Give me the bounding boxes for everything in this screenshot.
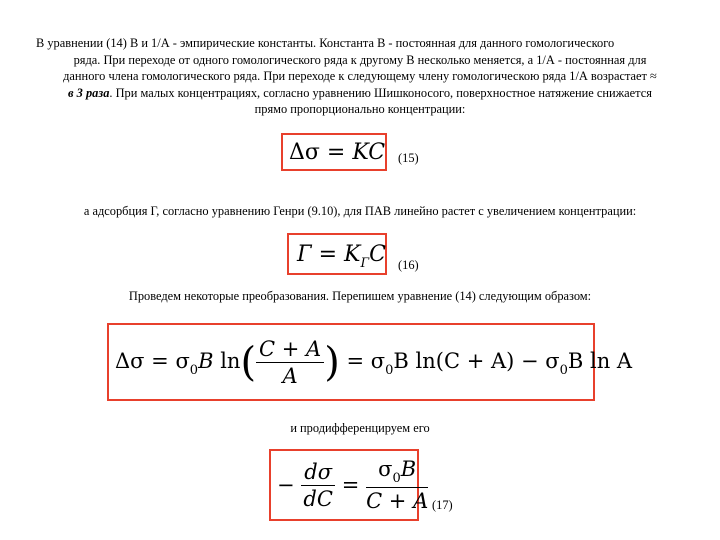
intro-line-1: В уравнении (14) B и 1/А - эмпирические константы. Константа B - постоянная для данного гомологического bbox=[36, 36, 615, 50]
equals-sign: = bbox=[341, 473, 360, 497]
fraction-denominator: A bbox=[282, 364, 298, 388]
equation-17-box bbox=[269, 449, 429, 521]
fraction-numerator: C + A bbox=[256, 337, 324, 363]
mid-subscript: 0 bbox=[385, 363, 394, 378]
intro-line-3: данного члена гомологического ряда. При переходе к следующему члену гомологическою ряда 1/А возрастает ≈ bbox=[63, 69, 657, 84]
right-fraction bbox=[366, 457, 428, 513]
intro-line-5: прямо пропорционально концентрации: bbox=[254, 102, 466, 117]
equation-17 bbox=[277, 457, 428, 513]
intro-line-4 bbox=[14, 85, 706, 102]
c-term: C bbox=[369, 242, 386, 267]
emphasis-three-times: в 3 раза bbox=[68, 85, 110, 100]
equation-16-number: (16) bbox=[398, 258, 419, 272]
intro-paragraph bbox=[14, 35, 706, 118]
derivative-fraction bbox=[301, 460, 335, 511]
left-paren: ( bbox=[240, 339, 257, 386]
adsorption-paragraph: а адсорбция Г, согласно уравнению Генри (9.10), для ПАВ линейно растет с увеличением концентрации: bbox=[83, 204, 637, 218]
equation-15 bbox=[289, 140, 385, 165]
derivative-numerator: dσ bbox=[301, 460, 335, 486]
mid-term: = σ bbox=[346, 349, 386, 373]
equation-15-box bbox=[281, 133, 387, 171]
sigma-term: σ bbox=[378, 457, 393, 481]
mid-rest: B ln(C + A) − σ bbox=[393, 349, 560, 373]
gamma-symbol: Г bbox=[297, 242, 312, 267]
sigma-subscript: 0 bbox=[189, 363, 199, 378]
kc-term: KC bbox=[352, 140, 386, 165]
fraction bbox=[256, 337, 324, 388]
lhs-term: Δσ = σ bbox=[115, 349, 190, 373]
equation-14-rewritten bbox=[115, 337, 632, 388]
right-denominator: C + A bbox=[366, 489, 429, 513]
delta-sigma: Δσ bbox=[289, 140, 320, 165]
k-subscript: Г bbox=[360, 256, 370, 271]
b-term: B bbox=[198, 349, 214, 373]
end-rest: B ln A bbox=[567, 349, 633, 373]
differentiate-paragraph: и продифференцируем его bbox=[290, 421, 430, 435]
sigma-subscript: 0 bbox=[392, 471, 401, 486]
equation-14-rewritten-box bbox=[107, 323, 633, 401]
b-term: B bbox=[400, 457, 417, 481]
derivative-denominator: dC bbox=[303, 486, 333, 511]
right-numerator bbox=[366, 457, 428, 488]
intro-line-4-rest: . При малых концентрациях, согласно уравнению Шишконосого, поверхностное натяжение снижается bbox=[109, 85, 652, 100]
equals-sign: = bbox=[326, 140, 346, 165]
end-subscript: 0 bbox=[559, 363, 568, 378]
equation-15-number: (15) bbox=[398, 151, 419, 165]
k-term: K bbox=[344, 242, 361, 267]
minus-sign: − bbox=[277, 473, 295, 497]
equals-sign: = bbox=[318, 242, 338, 267]
equation-16-box bbox=[287, 233, 387, 275]
right-paren: ) bbox=[324, 339, 340, 386]
intro-line-2: ряда. При переходе от одного гомологического ряда к другому B несколько меняется, а 1/А - постоянная для bbox=[73, 52, 647, 67]
ln-term: ln bbox=[213, 349, 241, 373]
equation-16 bbox=[297, 242, 386, 271]
equation-17-number: (17) bbox=[432, 498, 453, 512]
transform-paragraph: Проведем некоторые преобразования. Перепишем уравнение (14) следующим образом: bbox=[128, 289, 592, 303]
